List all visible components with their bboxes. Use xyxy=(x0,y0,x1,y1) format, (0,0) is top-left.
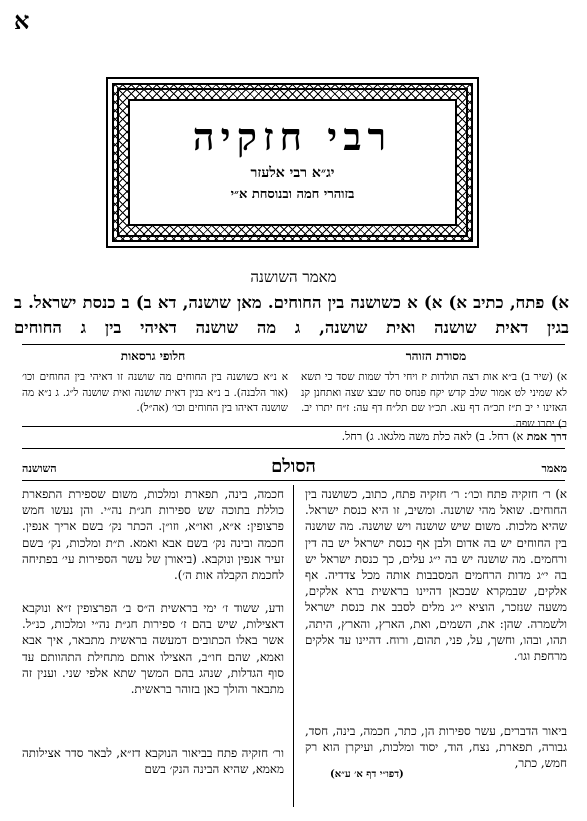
sulam-title: הסולם xyxy=(271,456,316,477)
sulam-label-left: השושנה xyxy=(22,462,57,475)
sulam-label-right: מאמר xyxy=(541,462,567,475)
section-title: מאמר השושנה xyxy=(250,268,337,286)
chilufei-text: א נ״א כשושנה בין החוחים מה שושנה זו דאיהי בין החוחים וכו׳ (אור הלבנה). ב נ״א בגין דאית שושנה ואית שושנה ל״ג. ג נ״א מה שושנה דאיהו בין החוחים וכו׳ (אה״ל). xyxy=(22,371,288,414)
page-number: א xyxy=(14,6,30,35)
column-separator xyxy=(293,485,294,807)
divider xyxy=(22,480,565,481)
sulam-left-para-2: ודע, ששוד ז׳ ימי בראשית ה״ס ב׳ הפרצופין ז״א ונוקבא דאצילות, שיש בהם ז׳ ספירות חג״ת נה״י ומלכות, כנ״ל. אשר באלו הכתובים דמעשה בראשית מתבאר, איך אבא ואמא, שהם חו״ב, האצילו אותם מתחילת התהוותם עד סוף הגדלות, שנהג בהם המשך שתא אלפי שני. וענין זה מתבאר והולך כאן בזוהר בראשית. xyxy=(22,601,284,697)
sulam-left-para-3: ור׳ חזקיה פתח בביאור הנוקבא דז״א, לבאר סדר אצילותה מאמא, שהיא הבינה הנק׳ בשם xyxy=(22,746,284,777)
derech-emet-label: דרך אמת xyxy=(526,430,567,443)
title-subtitle-2: בזוהרי חמה ובנוסחת א״י xyxy=(230,187,355,202)
divider xyxy=(22,344,565,345)
title-subtitle: יג״א רבי אלעזר xyxy=(250,165,335,181)
masoret-heading: מסורת הזוהר xyxy=(405,349,467,363)
sulam-right-para: א) ר׳ חזקיה פתח וכו׳: ר׳ חזקיה פתח, כתוב, כשושנה בין החוחים. שואל מהי שושנה. ומשיב, זו היא כנסת ישראל. שהיא מלכות. משום שיש שושנה ויש שושנה. מה שושנה בין החוחים יש בה אדום ולבן אף כנסת ישראל יש בה דין ורחמים. מה שושנה יש בה י״ג עלים, כך כנסת ישראל יש בה י״ג מדות הרחמים המסבבות אותה מכל צדדיה. אף אלקים, שבמקרא שבכאן דהיינו בראשית ברא אלקים, משעה שנזכר, הוציא י״ג מלים לסבב את כנסת ישראל ולשמרה. שהן: את, השמים, ואת, הארץ, והארץ, היתה, תהו, ובהו, וחשך, על, פני, תהום, ורוח. דהיינו עד אלקים מרחפת וגו׳. xyxy=(305,487,567,664)
sulam-right-para-2: ביאור הדברים, עשר ספירות הן, כתר, חכמה, בינה, חסד, גבורה, תפארת, נצח, הוד, יסוד ומלכות, ועיקרן הוא רק חמש, כתר, xyxy=(305,724,567,771)
footnote: (דפו״י דף א׳ ע״א) xyxy=(330,769,404,780)
divider xyxy=(22,426,565,427)
zohar-main-text: א) פתח, כתיב א) א) א כשושנה בין החוחים. מאן שושנה, דא ב) ב כנסת ישראל. ב בגין דאית שושנה ואית שושנה, ג מה שושנה דאיהי בין ג החוחים xyxy=(14,293,569,337)
divider xyxy=(22,448,565,449)
masoret-text: א) (שיר ב) ב״א אות רצה תולדות יז ויחי רלד שמות שסד כי תשא לא שמיני לט אמור שלב קדש יקח פנחס סח שבצ שצה ואתחנן קנ האזינו י יב ת״ז תכ״ה דף עא. תכ״ו שם תל״ח דף עה: ז״ח יתרו יב. ב) יתרו שפה. xyxy=(301,371,567,430)
page-title: רבי חזקיה xyxy=(192,114,393,159)
chilufei-heading: חלופי גרסאות xyxy=(120,349,186,363)
title-frame xyxy=(106,77,479,248)
decorative-border xyxy=(112,83,473,242)
derech-emet-text: א) רחל. ב) לאה כלת משה מלגאו. ג) רחל. xyxy=(341,430,524,443)
title-box xyxy=(128,99,457,226)
sulam-left-para-1: חכמה, בינה, תפארת ומלכות, משום שספירת התפארת כוללת בתוכה שש ספירות חג״ת נה״י. והן נעשו חמש פרצופין: א״א, ואו״א, וזו״ן. הכתר נק׳ בשם אריך אנפין. חכמה ובינה נק׳ בשם אבא ואמא. ת״ת ומלכות, נק׳ בשם זעיר אנפין ונוקבא. (ביאורן של עשר הספירות עי׳ בפתיחה לחכמת הקבלה אות ה׳). xyxy=(22,487,284,583)
derech-emet xyxy=(342,430,567,443)
